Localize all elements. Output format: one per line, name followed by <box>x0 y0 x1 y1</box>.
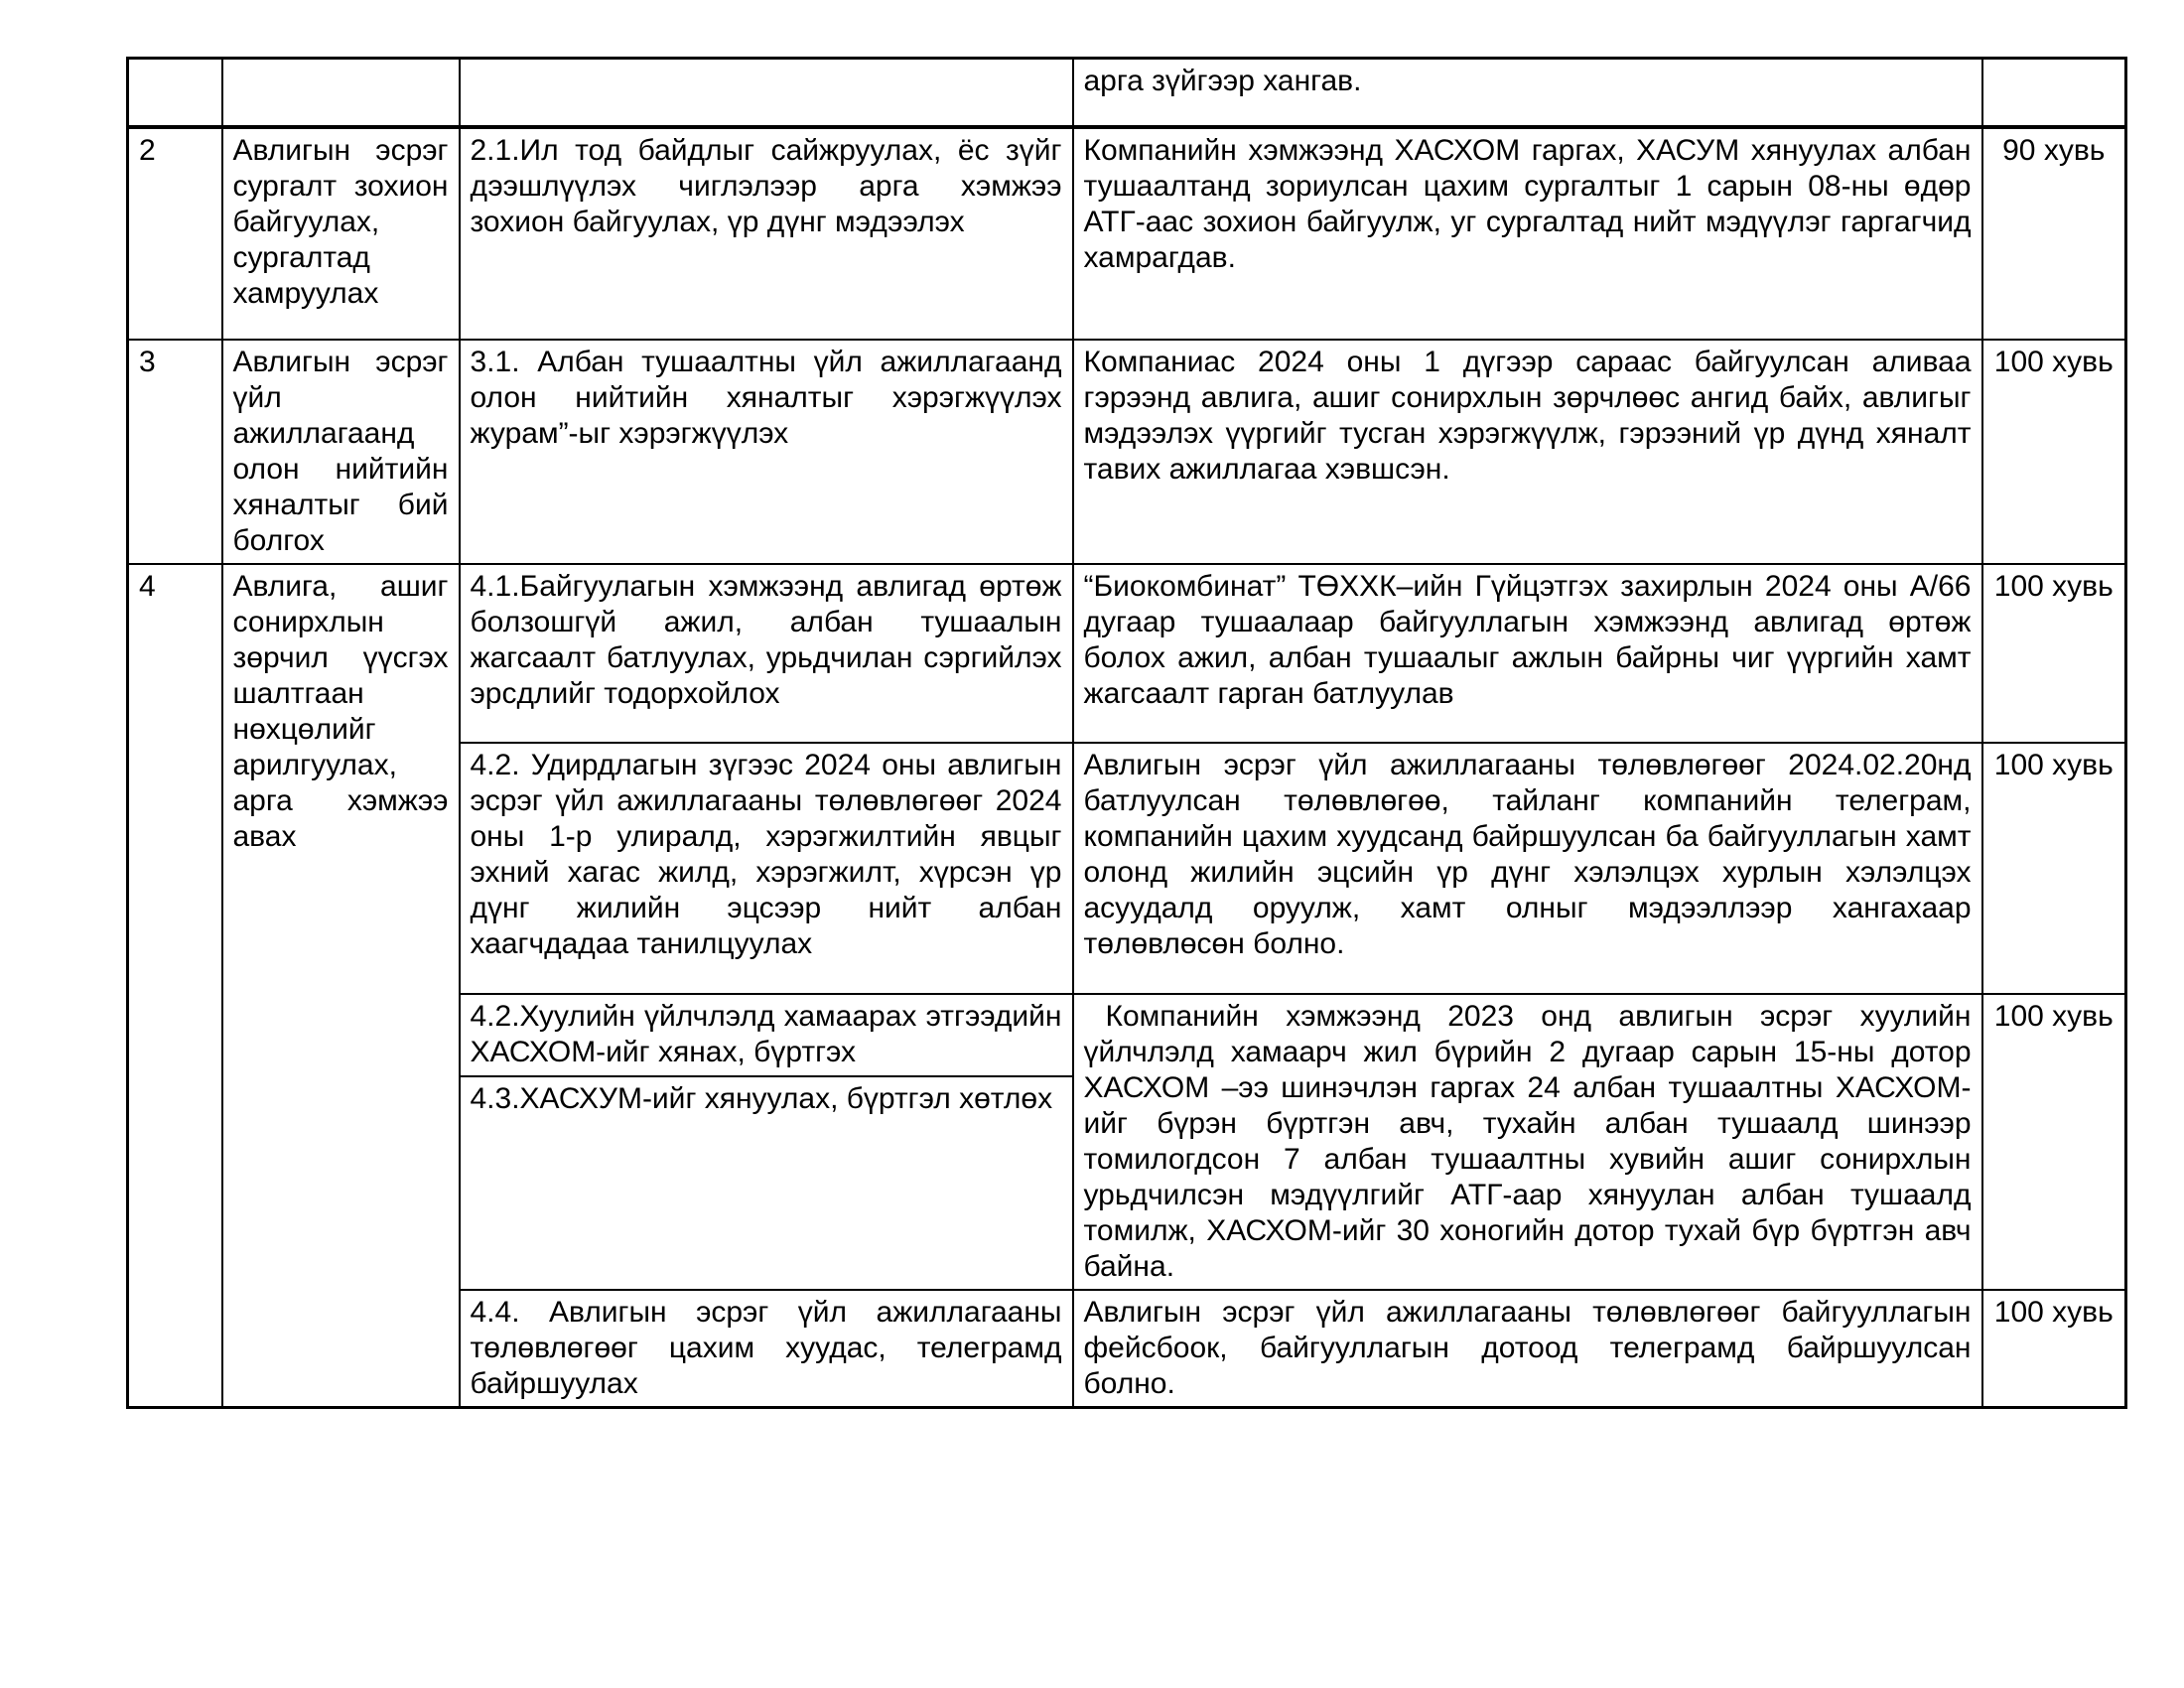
percent-cell: 100 хувь <box>1982 743 2126 994</box>
percent-cell: 100 хувь <box>1982 1290 2126 1408</box>
table-row-4-sub-1 <box>128 564 2126 743</box>
percent-cell: 90 хувь <box>1982 127 2126 340</box>
activity-cell <box>460 59 1073 127</box>
result-cell: арга зүйгээр хангав. <box>1073 59 1982 127</box>
activity-cell: 4.2.Хуулийн үйлчлэлд хамаарах этгээдийн ХАСХОМ-ийг хянах, бүртгэх <box>460 994 1073 1076</box>
percent-cell: 100 хувь <box>1982 994 2126 1290</box>
result-cell: Компанийн хэмжээнд 2023 онд авлигын эсрэг хуулийн үйлчлэлд хамаарч жил бүрийн 2 дугаар сарын 15-ны дотор ХАСХОМ –ээ шинэчлэн гаргах 24 албан тушаалтны ХАСХОМ-ийг бүрэн бүртгэн авч, тухайн албан тушаалд шинээр томилогдсон 7 албан тушаалтны хувийн ашиг сонирхлын урьдчилсэн мэдүүлгийг АТГ-аар хянуулан албан тушаалд томилж, ХАСХОМ-ийг 30 хоногийн дотор тухай бүр бүртгэн авч байна. <box>1073 994 1982 1290</box>
category-cell <box>222 59 460 127</box>
activity-cell: 3.1. Албан тушаалтны үйл ажиллагаанд олон нийтийн хяналтыг хэрэгжүүлэх журам”-ыг хэрэгжүүлэх <box>460 340 1073 564</box>
percent-cell: 100 хувь <box>1982 340 2126 564</box>
anticorruption-report-table <box>126 57 2127 1409</box>
table-row-continuation <box>128 59 2126 127</box>
result-cell: Компанийн хэмжээнд ХАСХОМ гаргах, ХАСУМ хянуулах албан тушаалтанд зориулсан цахим сургалтыг 1 сарын 08-ны өдөр АТГ-аас зохион байгуулж, уг сургалтад нийт мэдүүлэг гаргагчид хамрагдав. <box>1073 127 1982 340</box>
activity-cell: 4.2. Удирдлагын зүгээс 2024 оны авлигын эсрэг үйл ажиллагааны төлөвлөгөөг 2024 оны 1-р улиралд, хэрэгжилтийн явцыг эхний хагас жилд, хэрэгжилт, хүрсэн үр дүнг жилийн эцсээр нийт албан хаагчдадаа танилцуулах <box>460 743 1073 994</box>
table-row-2 <box>128 127 2126 340</box>
result-cell: Авлигын эсрэг үйл ажиллагааны төлөвлөгөөг байгууллагын фейсбоок, байгууллагын дотоод телеграмд байршуулсан болно. <box>1073 1290 1982 1408</box>
result-cell: Компаниас 2024 оны 1 дүгээр сараас байгуулсан аливаа гэрээнд авлига, ашиг сонирхлын зөрчлөөс ангид байх, авлигыг мэдээлэх үүргийг тусган хэрэгжүүлж, гэрээний үр дүнд хяналт тавих ажиллагаа хэвшсэн. <box>1073 340 1982 564</box>
row-number-cell: 3 <box>128 340 222 564</box>
result-cell: “Биокомбинат” ТӨХХК–ийн Гүйцэтгэх захирлын 2024 оны А/66 дугаар тушаалаар байгууллагын хэмжээнд авлигад өртөж болох ажил, албан тушаалыг ажлын байрны чиг үүргийн хамт жагсаалт гарган батлуулав <box>1073 564 1982 743</box>
row-number-cell: 2 <box>128 127 222 340</box>
percent-cell: 100 хувь <box>1982 564 2126 743</box>
category-cell: Авлигын эсрэг үйл ажиллагаанд олон нийтийн хяналтыг бий болгох <box>222 340 460 564</box>
activity-cell: 4.3.ХАСХУМ-ийг хянуулах, бүртгэл хөтлөх <box>460 1076 1073 1290</box>
activity-cell: 4.1.Байгуулагын хэмжээнд авлигад өртөж болзошгүй ажил, албан тушаалын жагсаалт батлуулах, урьдчилан сэргийлэх эрсдлийг тодорхойлох <box>460 564 1073 743</box>
table-row-3 <box>128 340 2126 564</box>
result-cell: Авлигын эсрэг үйл ажиллагааны төлөвлөгөөг 2024.02.20нд батлуулсан төлөвлөгөө, тайланг компанийн телеграм, компанийн цахим хуудсанд байршуулсан ба байгууллагын хамт олонд жилийн эцсийн үр дүнг хэлэлцэх хурлын хэлэлцэх асуудалд оруулж, хамт олныг мэдээллээр хангахаар төлөвлөсөн болно. <box>1073 743 1982 994</box>
activity-cell: 4.4. Авлигын эсрэг үйл ажиллагааны төлөвлөгөөг цахим хуудас, телеграмд байршуулах <box>460 1290 1073 1408</box>
row-number-cell: 4 <box>128 564 222 1408</box>
row-number-cell <box>128 59 222 127</box>
category-cell: Авлигын эсрэг сургалт зохион байгуулах, сургалтад хамруулах <box>222 127 460 340</box>
activity-cell: 2.1.Ил тод байдлыг сайжруулах, ёс зүйг дээшлүүлэх чиглэлээр арга хэмжээ зохион байгуулах, үр дүнг мэдээлэх <box>460 127 1073 340</box>
category-cell: Авлига, ашиг сонирхлын зөрчил үүсгэх шалтгаан нөхцөлийг арилгуулах, арга хэмжээ авах <box>222 564 460 1408</box>
percent-cell <box>1982 59 2126 127</box>
